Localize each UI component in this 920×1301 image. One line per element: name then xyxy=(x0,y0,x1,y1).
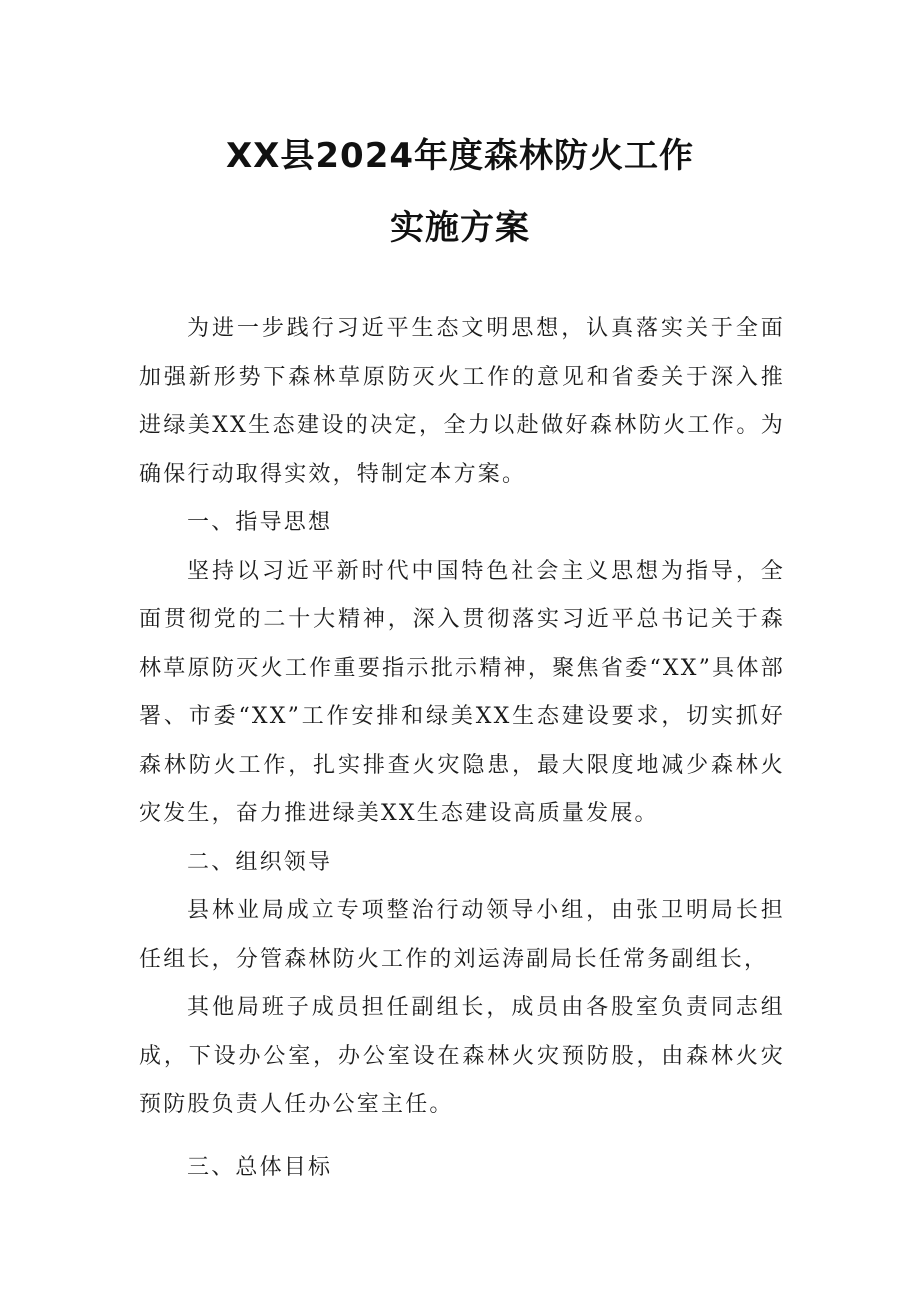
section-paragraph-guiding-ideology: 坚持以习近平新时代中国特色社会主义思想为指导，全面贯彻党的二十大精神，深入贯彻落实习近平总书记关于森林草原防灭火工作重要指示批示精神，聚焦省委“XX”具体部署、市委“XX”工作安排和绿美XX生态建设要求，切实抓好森林防火工作，扎实排查火灾隐患，最大限度地减少森林火灾发生，奋力推进绿美XX生态建设高质量发展。 xyxy=(139,558,785,826)
section-paragraph-organization-1: 县林业局成立专项整治行动领导小组，由张卫明局长担任组长，分管森林防火工作的刘运涛副局长任常务副组长， xyxy=(139,898,785,972)
section-heading-organization: 二、组织领导 xyxy=(187,849,333,875)
intro-paragraph: 为进一步践行习近平生态文明思想，认真落实关于全面加强新形势下森林草原防灭火工作的意见和省委关于深入推进绿美XX生态建设的决定，全力以赴做好森林防火工作。为确保行动取得实效，特制定本方案。 xyxy=(139,316,785,487)
section-paragraph-organization-2: 其他局班子成员担任副组长，成员由各股室负责同志组成，下设办公室，办公室设在森林火灾预防股，由森林火灾预防股负责人任办公室主任。 xyxy=(139,995,785,1117)
section-heading-guiding-ideology: 一、指导思想 xyxy=(187,510,333,535)
document-title-line-2: 实施方案 xyxy=(390,208,530,248)
document-body xyxy=(139,305,785,1192)
document-title-line-1: XX县2024年度森林防火工作 xyxy=(225,136,695,176)
section-heading-overall-goals: 三、总体目标 xyxy=(187,1154,333,1180)
